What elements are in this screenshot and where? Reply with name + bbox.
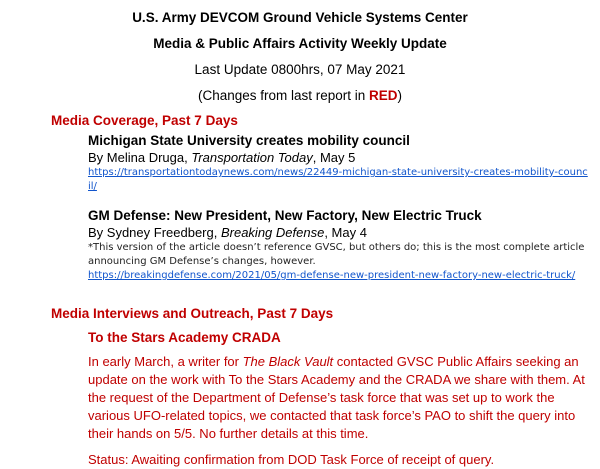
- article-item: [88, 133, 588, 194]
- article-title: Michigan State University creates mobility council: [88, 133, 410, 148]
- outreach-status: Status: Awaiting confirmation from DOD Task Force of receipt of query.: [88, 452, 495, 467]
- article-title: GM Defense: New President, New Factory, New Electric Truck: [88, 208, 482, 223]
- outreach-paragraph: In early March, a writer for The Black Vault contacted GVSC Public Affairs seeking an update on the work with To the Stars Academy and the CRADA we share with them. At the request of the Department of Defense’s task force that was set up to work the various UFO-related topics, we contacted that task force’s PAO to shift the query into their hands on 5/5. No further details at this time.: [88, 354, 585, 441]
- report-title: Media & Public Affairs Activity Weekly Update: [153, 36, 447, 51]
- changes-red-word: RED: [369, 88, 398, 103]
- outreach-item: [88, 330, 588, 469]
- outreach-title: To the Stars Academy CRADA: [88, 330, 281, 345]
- article-byline: By Sydney Freedberg, Breaking Defense, May 4: [88, 225, 367, 240]
- article-link[interactable]: https://transportationtodaynews.com/news/22449-michigan-state-university-creates-mobility-council/: [88, 167, 588, 192]
- changes-prefix: (Changes from last report in: [197, 88, 370, 103]
- changes-suffix: ): [397, 88, 403, 103]
- changes-note: [0, 88, 600, 103]
- section-interviews: Media Interviews and Outreach, Past 7 Days: [51, 306, 334, 321]
- article-outlet: Breaking Defense: [220, 225, 325, 240]
- article-note: *This version of the article doesn’t reference GVSC, but others do; this is the most complete article announcing GM Defense’s changes, however.: [88, 242, 585, 267]
- article-item: [88, 208, 588, 283]
- article-outlet: Transportation Today: [191, 150, 313, 165]
- last-update: Last Update 0800hrs, 07 May 2021: [194, 62, 406, 77]
- article-byline: By Melina Druga, Transportation Today, May 5: [88, 150, 356, 165]
- outreach-outlet: The Black Vault: [242, 354, 334, 369]
- org-title: U.S. Army DEVCOM Ground Vehicle Systems Center: [132, 10, 468, 25]
- article-link[interactable]: https://breakingdefense.com/2021/05/gm-defense-new-president-new-factory-new-electric-truck/: [88, 270, 576, 281]
- section-media-coverage: Media Coverage, Past 7 Days: [51, 113, 238, 128]
